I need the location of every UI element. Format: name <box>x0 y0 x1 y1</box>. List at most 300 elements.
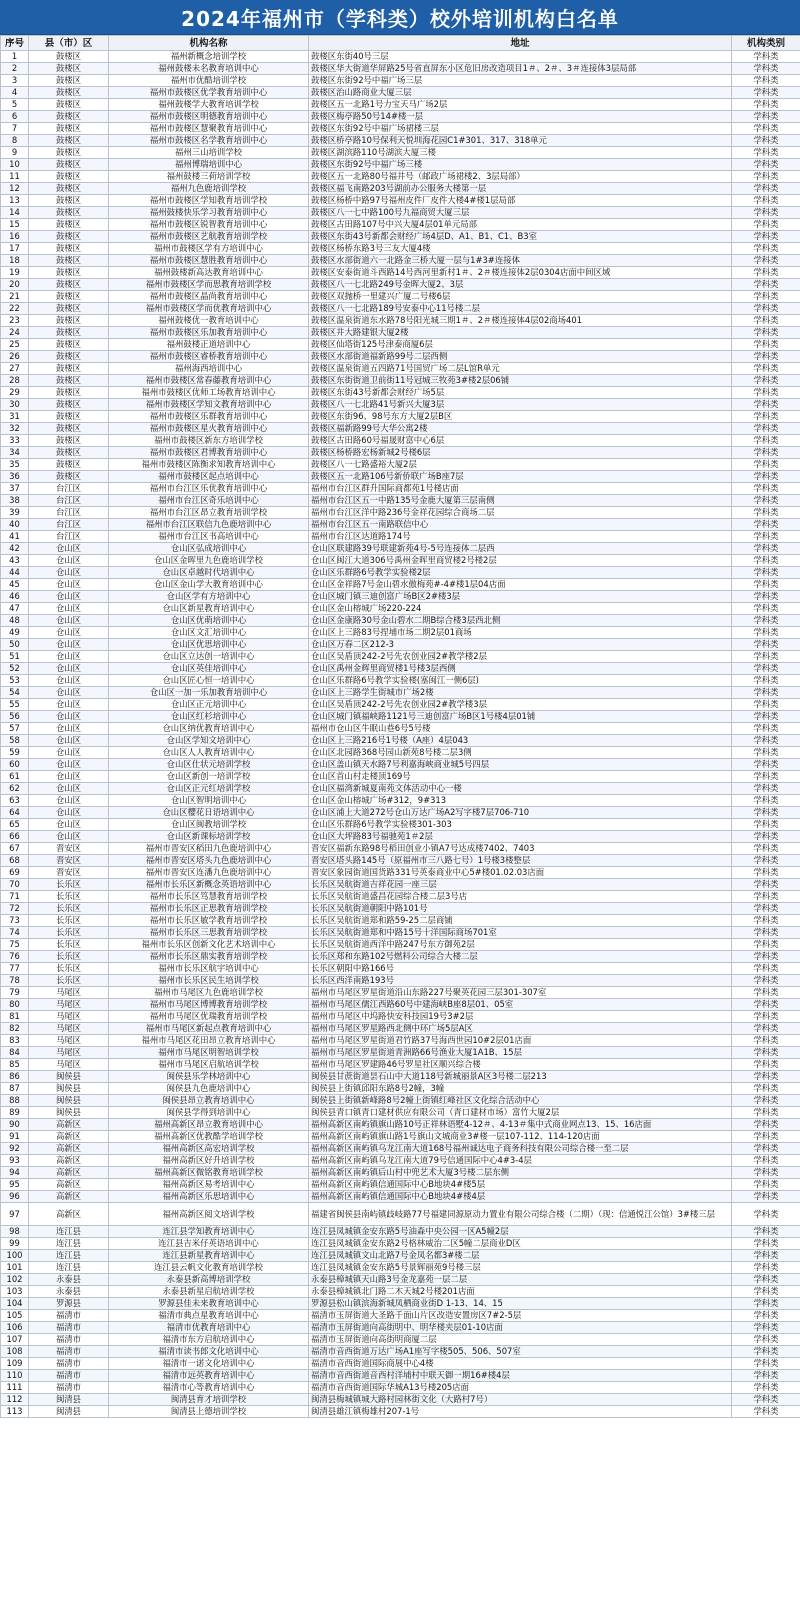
row-category: 学科类 <box>732 135 800 147</box>
row-district: 台江区 <box>29 483 109 495</box>
row-index: 21 <box>1 291 29 303</box>
table-row <box>1 999 800 1011</box>
row-institution-name: 福州市鼓楼区常春藤教育培训中心 <box>109 375 309 387</box>
row-category: 学科类 <box>732 1322 800 1334</box>
row-institution-name: 福州市鼓楼区学知文教育培训中心 <box>109 399 309 411</box>
row-category: 学科类 <box>732 1298 800 1310</box>
row-institution-name: 仓山区智明培训中心 <box>109 795 309 807</box>
table-row <box>1 711 800 723</box>
row-institution-name: 仓山区樱花日语培训中心 <box>109 807 309 819</box>
row-category: 学科类 <box>732 1382 800 1394</box>
row-institution-name: 福州鼓楼学大教育培训学校 <box>109 99 309 111</box>
row-address: 福州市台江区五一中路135号金鹿大厦第三层南侧 <box>309 495 732 507</box>
row-index: 57 <box>1 723 29 735</box>
table-row <box>1 603 800 615</box>
table-row <box>1 1226 800 1238</box>
row-category: 学科类 <box>732 951 800 963</box>
row-index: 82 <box>1 1023 29 1035</box>
row-index: 81 <box>1 1011 29 1023</box>
row-address: 鼓楼区八一七北路249号金晖大厦2、3层 <box>309 279 732 291</box>
table-row <box>1 555 800 567</box>
row-district: 鼓楼区 <box>29 411 109 423</box>
row-category: 学科类 <box>732 1155 800 1167</box>
row-index: 16 <box>1 231 29 243</box>
row-district: 仓山区 <box>29 615 109 627</box>
row-address: 仓山区乐群路6号教学实验楼301-303 <box>309 819 732 831</box>
row-district: 长乐区 <box>29 951 109 963</box>
row-institution-name: 福州鼓楼正道培训中心 <box>109 339 309 351</box>
row-address: 福州市马尾区罗建路46号罗星社区顺兴综合楼 <box>309 1059 732 1071</box>
row-district: 仓山区 <box>29 567 109 579</box>
row-index: 28 <box>1 375 29 387</box>
table-row <box>1 471 800 483</box>
row-address: 长乐区吴航街道郑和中路15号十洋国际商场701室 <box>309 927 732 939</box>
row-institution-name: 福州市鼓楼区艺航教育培训学校 <box>109 231 309 243</box>
row-district: 鼓楼区 <box>29 99 109 111</box>
row-district: 罗源县 <box>29 1298 109 1310</box>
row-institution-name: 仓山区弘成培训中心 <box>109 543 309 555</box>
row-index: 38 <box>1 495 29 507</box>
row-index: 26 <box>1 351 29 363</box>
row-category: 学科类 <box>732 567 800 579</box>
row-district: 闽侯县 <box>29 1071 109 1083</box>
row-index: 67 <box>1 843 29 855</box>
row-category: 学科类 <box>732 1011 800 1023</box>
row-institution-name: 福清市心等教育培训中心 <box>109 1382 309 1394</box>
table-row <box>1 891 800 903</box>
table-row <box>1 771 800 783</box>
row-district: 台江区 <box>29 507 109 519</box>
row-category: 学科类 <box>732 603 800 615</box>
row-institution-name: 福州高新区优教酷学培训学校 <box>109 1131 309 1143</box>
row-address: 鼓楼区治山路商业大厦三层 <box>309 87 732 99</box>
table-body <box>1 51 800 1418</box>
row-district: 长乐区 <box>29 903 109 915</box>
row-address: 仓山区乐群路6号教学实验楼(塞闽江一侧6层) <box>309 675 732 687</box>
row-address: 鼓楼区杨桥中路97号福州皮件厂皮件大楼4#楼1层局部 <box>309 195 732 207</box>
header-index: 序号 <box>1 36 29 51</box>
row-institution-name: 连江县新星教育培训中心 <box>109 1250 309 1262</box>
row-institution-name: 福州鼓楼快乐学习教育培训中心 <box>109 207 309 219</box>
row-district: 鼓楼区 <box>29 195 109 207</box>
table-row <box>1 123 800 135</box>
row-index: 100 <box>1 1250 29 1262</box>
row-institution-name: 仓山区闽教培训学校 <box>109 819 309 831</box>
row-address: 长乐区朝阳中路166号 <box>309 963 732 975</box>
row-institution-name: 仓山区优萌培训中心 <box>109 615 309 627</box>
row-address: 仓山区吴盾顶242-2号先农创业园2#教学楼3层 <box>309 699 732 711</box>
row-category: 学科类 <box>732 807 800 819</box>
row-index: 66 <box>1 831 29 843</box>
row-category: 学科类 <box>732 723 800 735</box>
row-category: 学科类 <box>732 519 800 531</box>
table-row <box>1 411 800 423</box>
row-district: 鼓楼区 <box>29 183 109 195</box>
row-address: 福州市马尾区儒江西路60号中建海峡B座8层01、05室 <box>309 999 732 1011</box>
table-row <box>1 615 800 627</box>
row-district: 台江区 <box>29 531 109 543</box>
row-district: 鼓楼区 <box>29 231 109 243</box>
row-institution-name: 福州高新区好升培训学校 <box>109 1155 309 1167</box>
row-address: 长乐区吴航街道盛昌花园综合楼二层3号店 <box>309 891 732 903</box>
row-address: 长乐区吴航街道吉祥花园一座三层 <box>309 879 732 891</box>
row-address: 福州市台江区达道路174号 <box>309 531 732 543</box>
row-district: 仓山区 <box>29 651 109 663</box>
row-district: 福清市 <box>29 1310 109 1322</box>
row-address: 鼓楼区双抛桥一里建兴广厦二号楼6层 <box>309 291 732 303</box>
row-category: 学科类 <box>732 1095 800 1107</box>
row-institution-name: 福州市长乐区航宇培训中心 <box>109 963 309 975</box>
row-district: 晋安区 <box>29 843 109 855</box>
row-district: 仓山区 <box>29 543 109 555</box>
row-category: 学科类 <box>732 819 800 831</box>
row-index: 102 <box>1 1274 29 1286</box>
table-row <box>1 87 800 99</box>
row-institution-name: 仓山区优思培训中心 <box>109 639 309 651</box>
row-category: 学科类 <box>732 291 800 303</box>
row-index: 31 <box>1 411 29 423</box>
row-district: 闽侯县 <box>29 1095 109 1107</box>
table-row <box>1 99 800 111</box>
row-district: 仓山区 <box>29 699 109 711</box>
row-index: 29 <box>1 387 29 399</box>
row-category: 学科类 <box>732 387 800 399</box>
row-index: 112 <box>1 1394 29 1406</box>
table-row <box>1 747 800 759</box>
row-address: 闽侯县青口镇青口建材供应有限公司（青口建材市场）富竹大厦2层 <box>309 1107 732 1119</box>
row-institution-name: 福州市长乐区敏学教育培训学校 <box>109 915 309 927</box>
row-category: 学科类 <box>732 87 800 99</box>
row-address: 仓山区金祥路7号金山碧水傲梅苑#-4#楼1层04店面 <box>309 579 732 591</box>
row-institution-name: 连江县云帆文化教育培训学校 <box>109 1262 309 1274</box>
row-index: 70 <box>1 879 29 891</box>
row-address: 闽侯县上街镇新峰路8号2幢上街镇红峰社区文化综合活动中心 <box>309 1095 732 1107</box>
row-address: 鼓楼区古田路60号福晟财富中心6层 <box>309 435 732 447</box>
row-category: 学科类 <box>732 1310 800 1322</box>
row-index: 97 <box>1 1203 29 1226</box>
row-category: 学科类 <box>732 63 800 75</box>
row-index: 52 <box>1 663 29 675</box>
table-row <box>1 1035 800 1047</box>
row-district: 仓山区 <box>29 747 109 759</box>
row-index: 111 <box>1 1382 29 1394</box>
row-district: 福清市 <box>29 1322 109 1334</box>
row-category: 学科类 <box>732 1238 800 1250</box>
row-category: 学科类 <box>732 195 800 207</box>
table-row <box>1 879 800 891</box>
row-district: 台江区 <box>29 495 109 507</box>
table-row <box>1 1346 800 1358</box>
row-address: 仓山区上三路216号1号楼（A座）4层043 <box>309 735 732 747</box>
table-row <box>1 375 800 387</box>
row-category: 学科类 <box>732 735 800 747</box>
row-institution-name: 福州市台江区联信九色鹿培训中心 <box>109 519 309 531</box>
row-address: 鼓楼区杨桥东路3号三友大厦4楼 <box>309 243 732 255</box>
row-category: 学科类 <box>732 459 800 471</box>
table-row <box>1 1107 800 1119</box>
row-institution-name: 闽侯县昂立教育培训中心 <box>109 1095 309 1107</box>
row-district: 鼓楼区 <box>29 303 109 315</box>
table-row <box>1 135 800 147</box>
row-district: 鼓楼区 <box>29 243 109 255</box>
table-row <box>1 687 800 699</box>
table-row <box>1 495 800 507</box>
row-address: 仓山区闽江大道306号禹州金晖里商贸楼2号楼2层 <box>309 555 732 567</box>
table-row <box>1 867 800 879</box>
row-institution-name: 福州市鼓楼区君博教育培训中心 <box>109 447 309 459</box>
table-row <box>1 207 800 219</box>
row-institution-name: 福州海西培训中心 <box>109 363 309 375</box>
row-index: 12 <box>1 183 29 195</box>
row-institution-name: 连江县吉米仔英语培训中心 <box>109 1238 309 1250</box>
row-district: 仓山区 <box>29 759 109 771</box>
row-category: 学科类 <box>732 711 800 723</box>
row-category: 学科类 <box>732 1250 800 1262</box>
row-district: 鼓楼区 <box>29 423 109 435</box>
row-institution-name: 福州市马尾区博博教育培训学校 <box>109 999 309 1011</box>
row-index: 58 <box>1 735 29 747</box>
table-row <box>1 639 800 651</box>
row-index: 20 <box>1 279 29 291</box>
row-index: 72 <box>1 903 29 915</box>
row-institution-name: 福州市台江区乐优教育培训中心 <box>109 483 309 495</box>
table-row <box>1 279 800 291</box>
row-district: 高新区 <box>29 1155 109 1167</box>
row-address: 福清市玉屏街道向高街明中、明华楼夹层01-10店面 <box>309 1322 732 1334</box>
row-category: 学科类 <box>732 543 800 555</box>
row-address: 长乐区西洋南路193号 <box>309 975 732 987</box>
row-district: 鼓楼区 <box>29 339 109 351</box>
row-category: 学科类 <box>732 1035 800 1047</box>
row-category: 学科类 <box>732 1203 800 1226</box>
row-category: 学科类 <box>732 231 800 243</box>
row-category: 学科类 <box>732 795 800 807</box>
row-address: 仓山区金康路30号金山碧水二期B综合楼3层西北侧 <box>309 615 732 627</box>
row-category: 学科类 <box>732 699 800 711</box>
row-category: 学科类 <box>732 255 800 267</box>
row-category: 学科类 <box>732 1179 800 1191</box>
row-institution-name: 闽侯县学得到培训中心 <box>109 1107 309 1119</box>
row-district: 鼓楼区 <box>29 279 109 291</box>
row-address: 仓山区联建路39号联建新苑4号-5号连接体二层西 <box>309 543 732 555</box>
row-address: 仓山区乐群路6号教学实验楼2层 <box>309 567 732 579</box>
row-index: 101 <box>1 1262 29 1274</box>
row-address: 鼓楼区八一七中路100号九福商贸大厦三层 <box>309 207 732 219</box>
row-index: 75 <box>1 939 29 951</box>
table-row <box>1 1358 800 1370</box>
row-institution-name: 福清市远英教育培训中心 <box>109 1370 309 1382</box>
row-institution-name: 仓山区正元红培训学校 <box>109 783 309 795</box>
table-row <box>1 951 800 963</box>
row-institution-name: 福清市优教育培训中心 <box>109 1322 309 1334</box>
row-index: 32 <box>1 423 29 435</box>
row-district: 鼓楼区 <box>29 399 109 411</box>
table-row <box>1 1370 800 1382</box>
row-district: 鼓楼区 <box>29 255 109 267</box>
row-address: 福州高新区南屿镇信通国际中心B地块4#楼4层 <box>309 1191 732 1203</box>
row-category: 学科类 <box>732 579 800 591</box>
row-address: 仓山区上三路学生街城市广场2楼 <box>309 687 732 699</box>
row-address: 福清市音西街道国际华城A13号楼205店面 <box>309 1382 732 1394</box>
row-district: 连江县 <box>29 1238 109 1250</box>
row-district: 鼓楼区 <box>29 435 109 447</box>
row-district: 仓山区 <box>29 675 109 687</box>
table-row <box>1 111 800 123</box>
row-institution-name: 仓山区正元培训中心 <box>109 699 309 711</box>
row-address: 仓山区上三路83号捏埔市场二期2层01商场 <box>309 627 732 639</box>
row-district: 闽侯县 <box>29 1107 109 1119</box>
row-institution-name: 福州鼓楼未名教育培训中心 <box>109 63 309 75</box>
row-institution-name: 福州高新区乐思培训中心 <box>109 1191 309 1203</box>
row-index: 73 <box>1 915 29 927</box>
table-row <box>1 147 800 159</box>
row-institution-name: 闽侯县九色鹿培训中心 <box>109 1083 309 1095</box>
row-district: 鼓楼区 <box>29 171 109 183</box>
row-index: 48 <box>1 615 29 627</box>
row-category: 学科类 <box>732 747 800 759</box>
row-institution-name: 福州市鼓楼区乐加教育培训中心 <box>109 327 309 339</box>
row-category: 学科类 <box>732 999 800 1011</box>
row-institution-name: 仓山区一加一乐加教育培训中心 <box>109 687 309 699</box>
row-address: 福州市台江区群升国际商都苑1号楼店面 <box>309 483 732 495</box>
row-district: 晋安区 <box>29 867 109 879</box>
row-index: 104 <box>1 1298 29 1310</box>
row-address: 连江县凤城镇文山北路7号金凤名都3#楼二层 <box>309 1250 732 1262</box>
row-category: 学科类 <box>732 1226 800 1238</box>
table-row <box>1 1382 800 1394</box>
row-index: 98 <box>1 1226 29 1238</box>
row-district: 鼓楼区 <box>29 471 109 483</box>
table-row <box>1 675 800 687</box>
table-row <box>1 303 800 315</box>
row-institution-name: 福州市鼓楼区名学教育培训中心 <box>109 135 309 147</box>
row-index: 69 <box>1 867 29 879</box>
header-address: 地址 <box>309 36 732 51</box>
row-institution-name: 福州市鼓楼区优师工场教育培训中心 <box>109 387 309 399</box>
row-institution-name: 福州市马尾区明智培训学校 <box>109 1047 309 1059</box>
row-institution-name: 福州市长乐区正思教育培训学校 <box>109 903 309 915</box>
row-institution-name: 闽侯县乐学林培训中心 <box>109 1071 309 1083</box>
table-row <box>1 975 800 987</box>
row-district: 仓山区 <box>29 555 109 567</box>
row-district: 永泰县 <box>29 1274 109 1286</box>
row-category: 学科类 <box>732 75 800 87</box>
row-address: 福州高新区南屿镇乌龙江南大道79号信通国际中心4#3-4层 <box>309 1155 732 1167</box>
table-row <box>1 387 800 399</box>
row-institution-name: 仓山区新课标培训学校 <box>109 831 309 843</box>
row-district: 鼓楼区 <box>29 123 109 135</box>
table-header-row <box>1 36 800 51</box>
row-index: 10 <box>1 159 29 171</box>
row-category: 学科类 <box>732 639 800 651</box>
row-index: 27 <box>1 363 29 375</box>
table-row <box>1 195 800 207</box>
row-category: 学科类 <box>732 1274 800 1286</box>
row-address: 福清市玉屏街道向高街明商厦二层 <box>309 1334 732 1346</box>
row-district: 福清市 <box>29 1370 109 1382</box>
row-category: 学科类 <box>732 315 800 327</box>
row-district: 仓山区 <box>29 603 109 615</box>
row-category: 学科类 <box>732 939 800 951</box>
row-index: 94 <box>1 1167 29 1179</box>
table-row <box>1 1023 800 1035</box>
row-district: 永泰县 <box>29 1286 109 1298</box>
row-address: 闽侯县甘蔗街道昙石山中大道118号新城丽景A区3号楼二层213 <box>309 1071 732 1083</box>
row-index: 11 <box>1 171 29 183</box>
table-row <box>1 903 800 915</box>
table-row <box>1 1119 800 1131</box>
row-institution-name: 福清市东方启航培训中心 <box>109 1334 309 1346</box>
row-address: 鼓楼区东街92号中福广场三层 <box>309 75 732 87</box>
row-institution-name: 福州市台江区奇乐培训中心 <box>109 495 309 507</box>
row-category: 学科类 <box>732 399 800 411</box>
row-institution-name: 福州鼓楼优一教育培训中心 <box>109 315 309 327</box>
row-address: 鼓楼区东街街道卫前街11号冠城三牧苑3#楼2层06铺 <box>309 375 732 387</box>
row-address: 仓山区禹州金辉里商贸楼1号楼3层西侧 <box>309 663 732 675</box>
institution-table <box>0 35 800 1418</box>
row-institution-name: 福州市鼓楼区起点培训中心 <box>109 471 309 483</box>
row-address: 仓山区城门镇福峡路1121号三迪创富广场B区1号楼4层01铺 <box>309 711 732 723</box>
row-index: 63 <box>1 795 29 807</box>
row-address: 鼓楼区水部街道六一北路金三桥大厦一层与1#3#连接体 <box>309 255 732 267</box>
row-address: 福州高新区南屿镇信通国际中心B地块4#楼5层 <box>309 1179 732 1191</box>
table-row <box>1 1203 800 1226</box>
row-address: 鼓楼区东街43号新都会财经广场5层 <box>309 387 732 399</box>
row-index: 109 <box>1 1358 29 1370</box>
row-district: 仓山区 <box>29 591 109 603</box>
row-category: 学科类 <box>732 207 800 219</box>
table-row <box>1 399 800 411</box>
row-institution-name: 福州市台江区书高培训中心 <box>109 531 309 543</box>
row-address: 仓山区吴盾顶242-2号先农创业园2#教学楼2层 <box>309 651 732 663</box>
row-index: 49 <box>1 627 29 639</box>
row-address: 永泰县樟城镇天山路3号金龙嘉苑一层二层 <box>309 1274 732 1286</box>
row-institution-name: 福清市读书郎文化培训中心 <box>109 1346 309 1358</box>
row-category: 学科类 <box>732 831 800 843</box>
row-address: 鼓楼区杨桥路宏杨新城2号楼6层 <box>309 447 732 459</box>
row-index: 14 <box>1 207 29 219</box>
row-index: 74 <box>1 927 29 939</box>
table-row <box>1 987 800 999</box>
row-category: 学科类 <box>732 1286 800 1298</box>
row-address: 连江县凤城镇金安东路2号格林威治二区5幢二层商业D区 <box>309 1238 732 1250</box>
table-row <box>1 1394 800 1406</box>
row-institution-name: 福州市晋安区塔头九色鹿培训中心 <box>109 855 309 867</box>
row-district: 仓山区 <box>29 663 109 675</box>
row-district: 仓山区 <box>29 807 109 819</box>
row-index: 47 <box>1 603 29 615</box>
row-index: 96 <box>1 1191 29 1203</box>
row-index: 34 <box>1 447 29 459</box>
row-district: 仓山区 <box>29 795 109 807</box>
row-category: 学科类 <box>732 1346 800 1358</box>
row-institution-name: 福州高新区易考培训中心 <box>109 1179 309 1191</box>
row-district: 鼓楼区 <box>29 207 109 219</box>
row-district: 鼓楼区 <box>29 351 109 363</box>
row-address: 鼓楼区仙塔街125号津泰商厦6层 <box>309 339 732 351</box>
row-index: 62 <box>1 783 29 795</box>
row-index: 46 <box>1 591 29 603</box>
row-index: 35 <box>1 459 29 471</box>
row-category: 学科类 <box>732 507 800 519</box>
row-index: 87 <box>1 1083 29 1095</box>
table-row <box>1 1143 800 1155</box>
row-address: 福建省闽侯县南屿镇歧岐路77号福建同源原动力置业有限公司综合楼（二期）（现：信通悦江公馆）3#楼三层 <box>309 1203 732 1226</box>
row-district: 马尾区 <box>29 1011 109 1023</box>
table-row <box>1 963 800 975</box>
table-row <box>1 363 800 375</box>
row-index: 71 <box>1 891 29 903</box>
